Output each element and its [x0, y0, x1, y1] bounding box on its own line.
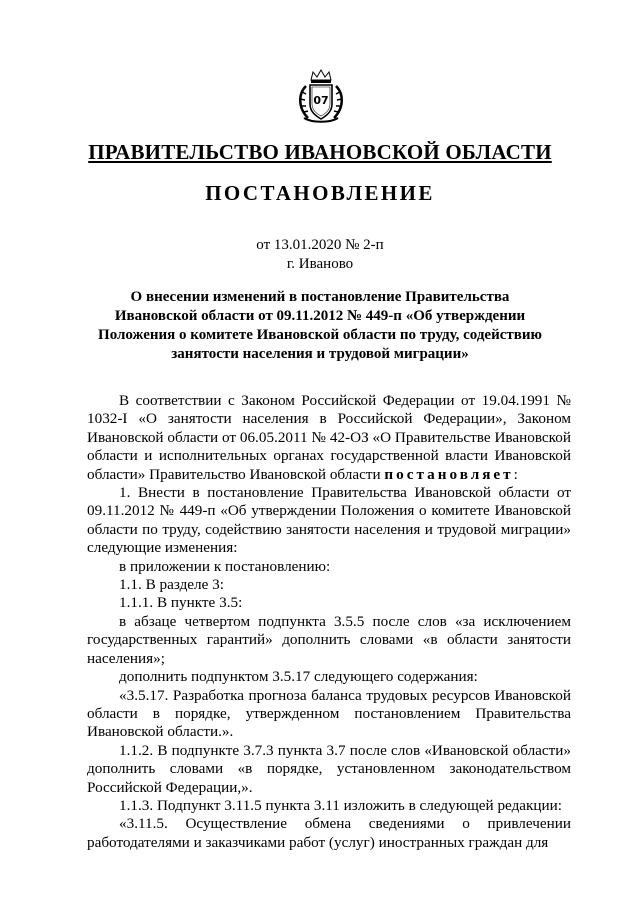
- city: г. Иваново: [286, 256, 354, 272]
- paragraph: «3.5.17. Разработка прогноза баланса трудовых ресурсов Ивановской области в порядке, утвержденном постановлением Правительства Ивановской области.».: [87, 686, 571, 741]
- decree-word: постановляет: [384, 465, 514, 483]
- subject-line: Положения о комитете Ивановской области по труду, содействию: [98, 327, 542, 343]
- paragraph: дополнить подпунктом 3.5.17 следующего содержания:: [119, 668, 478, 686]
- paragraph: 1.1.3. Подпункт 3.11.5 пункта 3.11 изложить в следующей редакции:: [119, 796, 563, 814]
- document-type: ПОСТАНОВЛЕНИЕ: [205, 181, 435, 205]
- subject-line: Ивановской области от 09.11.2012 № 449-п «Об утверждении: [114, 308, 526, 324]
- preamble-text: В соответствии с Законом Российской Федерации от 19.04.1991 № 1032-I «О занятости населения в Российской Федерации», Законом Ивановской области от 06.05.2011 № 42-ОЗ «О Правительстве Ивановской области и исполнительных органах государственной власти Ивановской области» Правительство Ивановской области: [87, 392, 571, 483]
- date-number: от 13.01.2020 № 2-п: [256, 237, 384, 253]
- svg-text:07: 07: [313, 94, 329, 107]
- paragraph: 1.1.2. В подпункте 3.7.3 пункта 3.7 после слов «Ивановской области» дополнить словами «в порядке, установленном законодательством Российской Федерации,».: [87, 741, 571, 796]
- document-subject: [90, 288, 550, 364]
- paragraph: «3.11.5. Осуществление обмена сведениями о привлечении работодателями и заказчиками работ (услуг) иностранных граждан для: [87, 815, 571, 851]
- document-body: [87, 392, 571, 852]
- paragraph: в абзаце четвертом подпункта 3.5.5 после слов «за исключением государственных гарантий» дополнить словами «в области занятости населения»;: [87, 612, 571, 667]
- decree-colon: :: [513, 465, 518, 483]
- paragraph: 1. Внести в постановление Правительства Ивановской области от 09.11.2012 № 449-п «Об утверждении Положения о комитете Ивановской области по труду, содействию занятости населения и трудовой миграции» следующие изменения:: [87, 484, 571, 557]
- subject-line: занятости населения и трудовой миграции»: [171, 346, 469, 362]
- ivanovo-coat-of-arms-icon: [296, 68, 346, 124]
- paragraph: 1.1.1. В пункте 3.5:: [119, 594, 243, 612]
- preamble-paragraph: [87, 392, 571, 484]
- subject-line: О внесении изменений в постановление Правительства: [130, 289, 510, 305]
- document-meta: [0, 236, 640, 274]
- paragraph: 1.1. В разделе 3:: [119, 576, 224, 594]
- paragraph: в приложении к постановлению:: [119, 557, 331, 575]
- organization-title: ПРАВИТЕЛЬСТВО ИВАНОВСКОЙ ОБЛАСТИ: [88, 140, 552, 164]
